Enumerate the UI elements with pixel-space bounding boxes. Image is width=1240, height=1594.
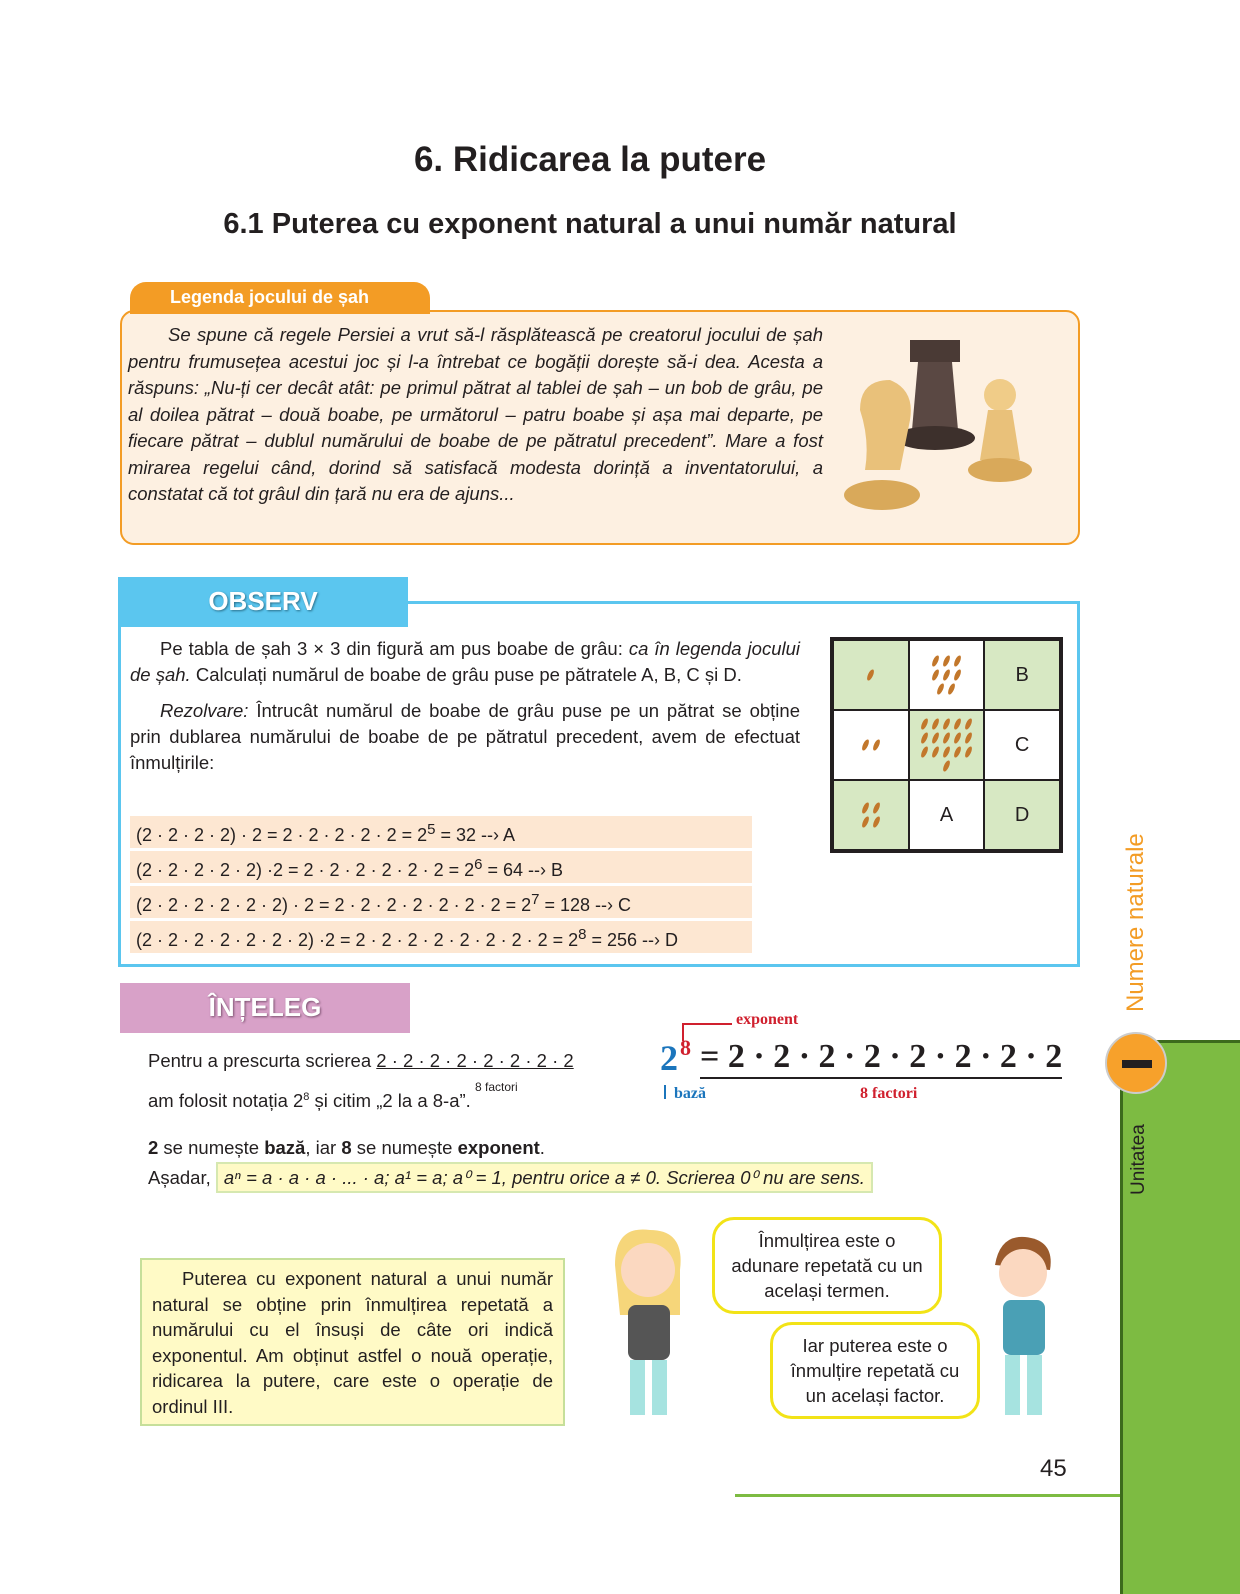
inteleg-line3: 2 se numește bază, iar 8 se numește exponent. <box>148 1137 545 1158</box>
inteleg-line4: Așadar, aⁿ = a · a · a · ... · a; a¹ = a; a⁰ = 1, pentru orice a ≠ 0. Scrierea 0⁰ nu are sens. <box>148 1167 873 1189</box>
wheat-grain-icon <box>964 732 974 745</box>
formula-highlight: aⁿ = a · a · a · ... · a; a¹ = a; a⁰ = 1, pentru orice a ≠ 0. Scrierea 0⁰ nu are sens. <box>216 1162 873 1193</box>
wheat-grain-icon <box>953 718 963 731</box>
wheat-grain-icon <box>872 802 882 815</box>
wheat-grain-icon <box>942 760 952 773</box>
unit-badge <box>1105 1032 1167 1094</box>
wheat-grain-icon <box>866 669 876 682</box>
speech-bubble-2: Iar puterea este o înmulțire repetată cu un același factor. <box>770 1322 980 1419</box>
section-title: 6.1 Puterea cu exponent natural a unui număr natural <box>223 208 957 240</box>
inteleg-line1: Pentru a prescurta scrierea 2 · 2 · 2 · 2 · 2 · 2 · 2 · 2 <box>148 1050 574 1071</box>
wheat-grain-icon <box>942 732 952 745</box>
observ-p1: Pe tabla de șah 3 × 3 din figură am pus boabe de grâu: <box>160 638 629 659</box>
wheat-grain-icon <box>964 746 974 759</box>
page-number: 45 <box>1040 1455 1067 1482</box>
wheat-grain-icon <box>861 802 871 815</box>
wheat-grain-icon <box>920 746 930 759</box>
chapter-title: 6. Ridicarea la putere <box>413 140 767 179</box>
observ-text <box>130 636 800 786</box>
wheat-grain-icon <box>953 746 963 759</box>
unit-label: Unitatea <box>1128 1124 1149 1195</box>
legend-text: Se spune că regele Persiei a vrut să-l răsplătească pe creatorul jocului de șah pentru frumusețea acestui joc și l-a întrebat ce bogății dorește să-i dea. Acesta a răspuns: „Nu-ți cer decât atât: pe primul pătrat al tablei de șah – un bob de grâu, pe al doilea pătrat – două boabe, pe următorul – patru boabe și așa mai departe, pe fiecare pătrat – dublul numărului de boabe de pe pătratul precedent”. Mare a fost mirarea regelui când, dorind să satisfacă modesta dorință a inventatorului, a constatat că tot grâul din țară nu era de ajuns... <box>128 324 823 504</box>
grid-cell-b: B <box>984 640 1060 710</box>
speech-bubble-1: Înmulțirea este o adunare repetată cu un același termen. <box>712 1217 942 1314</box>
exponent-digit: 8 <box>680 1035 691 1060</box>
wheat-grain-icon <box>931 718 941 731</box>
wheat-grain-icon <box>920 718 930 731</box>
calc-row: $(2 \cdot 2 \cdot 2 \cdot 2 \cdot 2 \cdot 2) \cdot 2 = 2 \cdot 2 \cdot 2 \cdot 2 \cdot 2 \cdot 2 \cdot 2 = 2^7 = 128$ --› C <box>130 886 752 918</box>
chessboard-3x3 <box>830 637 1063 853</box>
power-diagram <box>660 1011 1070 1115</box>
unit-title: Numere naturale <box>1122 833 1149 1012</box>
observ-divider <box>405 601 1080 604</box>
calculation-rows <box>130 816 752 956</box>
legend-tab: Legenda jocului de șah <box>130 282 430 314</box>
wheat-grain-icon <box>942 669 952 682</box>
footer-line <box>735 1494 1120 1497</box>
observ-p1-end: Calculați numărul de boabe de grâu puse pe pătratele A, B, C și D. <box>190 664 742 685</box>
wheat-grain-icon <box>942 655 952 668</box>
factors-label: 8 factori <box>860 1085 918 1102</box>
grid-cell-c: C <box>984 710 1060 780</box>
chess-pieces-image <box>840 320 1070 520</box>
inteleg-line2: am folosit notația $2^8$ și citim „2 la a 8-a”. <box>148 1090 471 1111</box>
brace-label: 8 factori <box>475 1080 518 1094</box>
boy-illustration <box>985 1235 1065 1425</box>
solution-text: Întrucât numărul de boabe de grâu puse pe un pătrat se obține prin dublarea numărului de boabe de pe pătratul precedent, avem de efectuat înmulțirile: <box>130 700 800 773</box>
base-label: bază <box>674 1085 706 1102</box>
wheat-grain-icon <box>947 683 957 696</box>
wheat-grain-icon <box>953 669 963 682</box>
grid-cell <box>833 710 909 780</box>
exponent-label: exponent <box>736 1011 799 1028</box>
inteleg-tab: ÎNȚELEG <box>120 983 410 1033</box>
wheat-grain-icon <box>953 655 963 668</box>
wheat-grain-icon <box>872 739 882 752</box>
grid-cell <box>833 640 909 710</box>
calc-row: $(2 \cdot 2 \cdot 2 \cdot 2) \cdot 2 = 2 \cdot 2 \cdot 2 \cdot 2 \cdot 2 = 2^5 = 32$ --› A <box>130 816 752 848</box>
wheat-grain-icon <box>861 739 871 752</box>
wheat-grain-icon <box>936 683 946 696</box>
wheat-grain-icon <box>861 816 871 829</box>
underbraced-expression: 2 · 2 · 2 · 2 · 2 · 2 · 2 · 2 <box>376 1050 574 1071</box>
wheat-grain-icon <box>964 718 974 731</box>
wheat-grain-icon <box>931 655 941 668</box>
grid-cell <box>909 710 985 780</box>
grid-cell-a: A <box>909 780 985 850</box>
calc-row: $(2 \cdot 2 \cdot 2 \cdot 2 \cdot 2) \cdot 2 = 2 \cdot 2 \cdot 2 \cdot 2 \cdot 2 \cdot 2 = 2^6 = 64$ --› B <box>130 851 752 883</box>
pawn-icon <box>968 379 1032 482</box>
grid-cell-d: D <box>984 780 1060 850</box>
observ-p1-italic: ca în legenda jocului de șah. <box>130 638 801 685</box>
expanded-product: = 2 · 2 · 2 · 2 · 2 · 2 · 2 · 2 <box>700 1037 1062 1079</box>
unit-number-glyph <box>1122 1060 1152 1068</box>
calc-row: $(2 \cdot 2 \cdot 2 \cdot 2 \cdot 2 \cdot 2 \cdot 2) \cdot 2 = 2 \cdot 2 \cdot 2 \cdot 2 \cdot 2 \cdot 2 \cdot 2 \cdot 2 = 2^8 = 256$ --› D <box>130 921 752 953</box>
wheat-grain-icon <box>872 816 882 829</box>
solution-label: Rezolvare: <box>160 700 249 721</box>
girl-illustration <box>600 1225 710 1425</box>
grid-cell <box>909 640 985 710</box>
wheat-grain-icon <box>920 732 930 745</box>
wheat-grain-icon <box>931 746 941 759</box>
wheat-grain-icon <box>942 746 952 759</box>
wheat-grain-icon <box>953 732 963 745</box>
wheat-grain-icon <box>931 732 941 745</box>
base-digit: 2 <box>660 1038 678 1078</box>
grid-cell <box>833 780 909 850</box>
wheat-grain-icon <box>931 669 941 682</box>
wheat-grain-icon <box>942 718 952 731</box>
definition-box: Puterea cu exponent natural a unui număr natural se obține prin înmulțirea repetată a numărului cu el însuși de câte ori indică exponentul. Am obținut astfel o nouă operație, ridicarea la putere, care este o operație de ordinul III. <box>140 1258 565 1426</box>
observ-tab: OBSERV <box>118 577 408 627</box>
